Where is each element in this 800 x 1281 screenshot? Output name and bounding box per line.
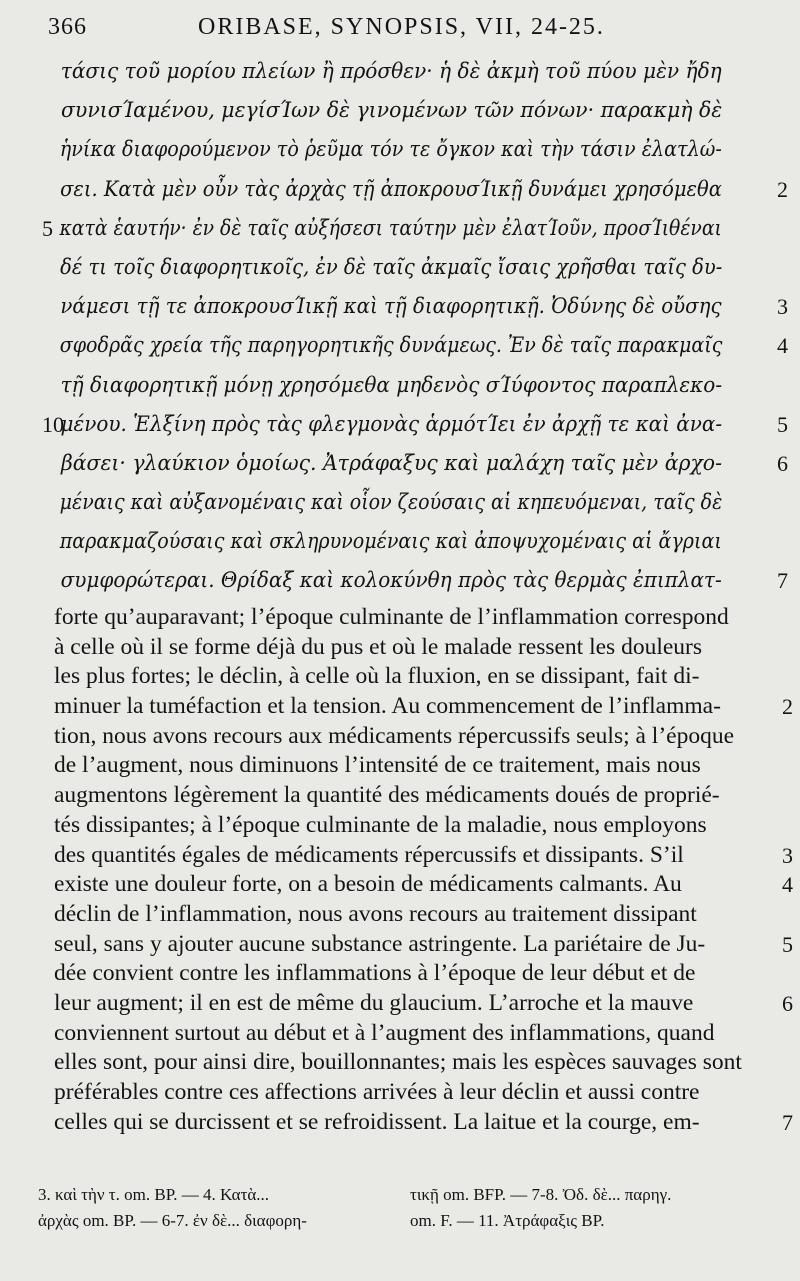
greek-line-text: βάσει· γλαύκιον ὁμοίως. Ἀτράφαξυς καὶ μαλάχη ταῖς μὲν ἀρχο- bbox=[60, 450, 722, 476]
french-line bbox=[54, 1019, 751, 1049]
greek-line bbox=[42, 170, 788, 209]
greek-line-text: μέναις καὶ αὐξανομέναις καὶ οἷον ζεούσαις αἱ κηπευόμεναι, ταῖς δὲ bbox=[59, 490, 723, 516]
french-line bbox=[54, 1078, 751, 1108]
greek-line-text: παρακμαζούσαις καὶ σκληρυνομέναις καὶ ἀποψυχομέναις αἱ ἄγριαι bbox=[59, 529, 722, 555]
greek-text-block bbox=[42, 52, 788, 601]
section-number: 6 bbox=[777, 450, 788, 476]
french-line bbox=[54, 1108, 793, 1138]
apparatus-column-left bbox=[38, 1182, 388, 1234]
french-line bbox=[54, 989, 793, 1019]
greek-line-text: συμφορώτεραι. Θρίδαξ καὶ κολοκύνθη πρὸς τὰς θερμὰς ἐπιπλατ- bbox=[60, 568, 722, 594]
french-line-text: de l’augment, nous diminuons l’intensité de ce traitement, mais nous bbox=[54, 752, 701, 779]
french-line bbox=[54, 603, 751, 633]
french-line-text: préférables contre ces affections arrivées à leur déclin et aussi contre bbox=[54, 1079, 700, 1105]
french-line bbox=[54, 959, 751, 989]
running-title: ORIBASE, SYNOPSIS, VII, 24-25. bbox=[198, 14, 605, 40]
apparatus-line: ἀρχὰς om. BP. — 6-7. ἐν δὲ... διαφορη- bbox=[38, 1211, 307, 1230]
french-line-text: tés dissipantes; à l’époque culminante de la maladie, nous employons bbox=[54, 811, 707, 838]
section-number: 4 bbox=[782, 872, 793, 898]
page-number: 366 bbox=[48, 14, 87, 40]
french-line bbox=[54, 662, 751, 692]
french-line bbox=[54, 811, 751, 841]
apparatus-column-right bbox=[410, 1182, 780, 1234]
greek-line bbox=[42, 326, 788, 365]
greek-line-text: τῇ διαφορητικῇ μόνῃ χρησόμεθα μηδενὸς σΊύφοντος παραπλεκο- bbox=[60, 372, 723, 398]
greek-line-text: νάμεσι τῇ τε ἀποκρουσΊικῇ καὶ τῇ διαφορητικῇ. Ὀδύνης δὲ οὔσης bbox=[60, 294, 722, 320]
greek-line bbox=[42, 444, 788, 483]
greek-line bbox=[42, 209, 758, 248]
greek-line-text: σφοδρᾶς χρεία τῆς παρηγορητικῆς δυνάμεως. Ἐν δὲ ταῖς παρακμαῖς bbox=[59, 333, 723, 359]
greek-line-text: δέ τι τοῖς διαφορητικοῖς, ἐν δὲ ταῖς ἀκμαῖς ἴσαις χρῆσθαι ταῖς δυ- bbox=[60, 254, 723, 280]
french-line-text: conviennent surtout au début et à l’augment des inflammations, quand bbox=[54, 1019, 715, 1046]
french-line bbox=[54, 1048, 751, 1078]
french-line bbox=[54, 870, 793, 900]
french-line-text: à celle où il se forme déjà du pus et où le malade ressent les douleurs bbox=[54, 633, 702, 660]
french-line-text: existe une douleur forte, on a besoin de médicaments calmants. Au bbox=[54, 871, 682, 898]
french-line-text: déclin de l’inflammation, nous avons recours au traitement dissipant bbox=[54, 900, 697, 927]
french-line-text: celles qui se durcissent et se refroidissent. La laitue et la courge, em- bbox=[54, 1108, 700, 1135]
french-line-text: dée convient contre les inflammations à l’époque de leur début et de bbox=[54, 960, 696, 987]
greek-line bbox=[42, 561, 788, 600]
greek-line-text: σει. Κατὰ μὲν οὖν τὰς ἀρχὰς τῇ ἀποκρουσΊικῇ δυνάμει χρησόμεθα bbox=[60, 176, 722, 202]
section-number: 5 bbox=[782, 931, 793, 957]
section-number: 2 bbox=[777, 176, 788, 202]
french-line-text: leur augment; il en est de même du glaucium. L’arroche et la mauve bbox=[54, 989, 694, 1016]
apparatus-line: τικῇ om. BFP. — 7-8. Ὀδ. δὲ... παρηγ. bbox=[410, 1185, 672, 1204]
french-line bbox=[54, 633, 751, 663]
section-number: 7 bbox=[782, 1109, 793, 1135]
greek-line bbox=[42, 248, 758, 287]
greek-line-text: συνισΊαμένου, μεγίσΊων δὲ γινομένων τῶν πόνων· παρακμὴ δὲ bbox=[60, 98, 723, 124]
greek-line-text: ἡνίκα διαφορούμενον τὸ ῥεῦμα τόν τε ὄγκον καὶ τὴν τάσιν ἐλατλώ- bbox=[59, 137, 722, 163]
line-number: 10 bbox=[42, 411, 64, 437]
page-header bbox=[48, 14, 760, 44]
french-line-text: des quantités égales de médicaments répercussifs et dissipants. S’il bbox=[54, 841, 684, 868]
section-number: 6 bbox=[782, 990, 793, 1016]
greek-line bbox=[42, 287, 788, 326]
greek-line-text: τάσις τοῦ μορίου πλείων ἢ πρόσθεν· ἡ δὲ ἀκμὴ τοῦ πύου μὲν ἤδη bbox=[60, 59, 722, 84]
greek-line bbox=[42, 130, 758, 169]
greek-line bbox=[42, 483, 758, 522]
french-line bbox=[54, 900, 751, 930]
section-number: 4 bbox=[777, 333, 788, 359]
greek-line bbox=[42, 522, 758, 561]
greek-line bbox=[42, 52, 758, 91]
french-line bbox=[54, 781, 751, 811]
french-line-text: forte qu’auparavant; l’époque culminante de l’inflammation correspond bbox=[54, 604, 729, 630]
section-number: 2 bbox=[782, 694, 793, 720]
line-number: 5 bbox=[42, 215, 53, 241]
section-number: 5 bbox=[777, 411, 788, 437]
apparatus-line: om. F. — 11. Ἀτράφαξις BP. bbox=[410, 1211, 605, 1230]
french-line-text: minuer la tuméfaction et la tension. Au commencement de l’inflamma- bbox=[54, 693, 721, 720]
french-translation-block bbox=[54, 603, 793, 1137]
apparatus-line: 3. καὶ τὴν τ. om. BP. — 4. Κατὰ... bbox=[38, 1185, 270, 1204]
greek-line bbox=[42, 91, 758, 130]
french-line bbox=[54, 841, 793, 871]
french-line-text: seul, sans y ajouter aucune substance astringente. La pariétaire de Ju- bbox=[54, 930, 706, 957]
section-number: 3 bbox=[777, 294, 788, 320]
greek-line-text: κατὰ ἑαυτήν· ἐν δὲ ταῖς αὐξήσεσι ταύτην μὲν ἐλατΊοῦν, προσΊιθέναι bbox=[59, 215, 722, 241]
greek-line bbox=[42, 366, 758, 405]
french-line-text: les plus fortes; le déclin, à celle où la fluxion, en se dissipant, fait di- bbox=[54, 663, 700, 690]
greek-line-text: μένου. Ἑλξίνη πρὸς τὰς φλεγμονὰς ἁρμότΊει ἐν ἀρχῇ τε καὶ ἀνα- bbox=[60, 411, 723, 437]
french-line bbox=[54, 930, 793, 960]
french-line-text: augmentons légèrement la quantité des médicaments doués de proprié- bbox=[54, 782, 720, 809]
greek-line bbox=[42, 405, 788, 444]
french-line bbox=[54, 722, 751, 752]
section-number: 7 bbox=[777, 568, 788, 594]
french-line bbox=[54, 751, 751, 781]
french-line bbox=[54, 692, 793, 722]
french-line-text: elles sont, pour ainsi dire, bouillonnantes; mais les espèces sauvages sont bbox=[54, 1049, 742, 1076]
french-line-text: tion, nous avons recours aux médicaments répercussifs seuls; à l’époque bbox=[54, 722, 735, 749]
section-number: 3 bbox=[782, 842, 793, 868]
